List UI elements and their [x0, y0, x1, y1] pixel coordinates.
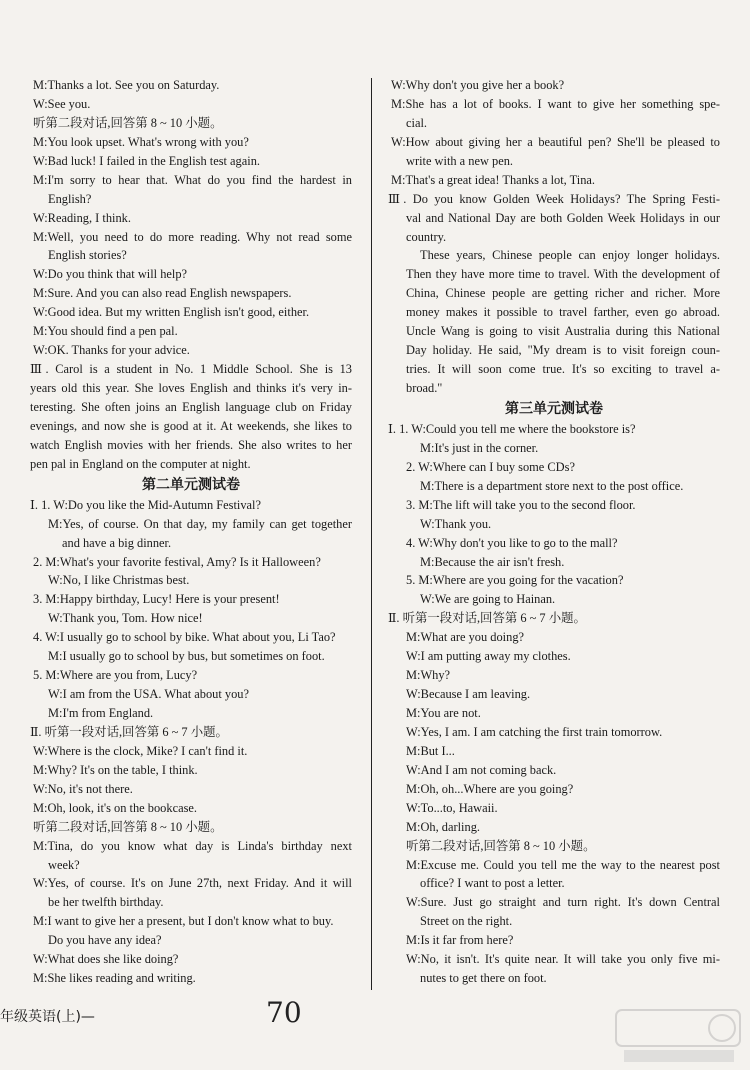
text-line: M:I'm from England. [48, 706, 154, 720]
text-line: M:Thanks a lot. See you on Saturday. [33, 78, 220, 92]
text-line: M:I usually go to school by bus, but sometimes on foot. [48, 649, 325, 664]
text-line: M:Is it far from here? [406, 933, 514, 948]
text-line: W:See you. [33, 96, 91, 111]
text-line: M:She likes reading and writing. [33, 971, 196, 986]
text-line: W:What does she like doing? [33, 952, 179, 967]
text-line: watch English movies with her friends. She also writes to her [30, 437, 352, 452]
text-line: M:But I... [406, 743, 455, 758]
text-line: teresting. She often joins an English language club on Friday [30, 399, 352, 414]
text-line: W:How about giving her a beautiful pen? She'll be pleased to [391, 134, 720, 149]
text-line: W:Why don't you give her a book? [391, 78, 565, 92]
text-line: W:Thank you. [420, 516, 492, 531]
text-line: Ⅲ. Carol is a student in No. 1 Middle School. She is 13 [30, 362, 352, 377]
text-line: W:No, I like Christmas best. [48, 573, 190, 588]
text-line: English? [48, 191, 92, 206]
text-line: W:Yes, of course. It's on June 27th, next Friday. And it will [33, 876, 352, 891]
text-line: W:No, it isn't. It's quite near. It will take you only five mi- [406, 952, 720, 967]
left-column [30, 76, 352, 988]
text-line: 2. W:Where can I buy some CDs? [406, 459, 575, 474]
text-line: M:Oh, look, it's on the bookcase. [33, 800, 197, 815]
text-line: W:We are going to Hainan. [420, 592, 556, 607]
text-line: W:I am putting away my clothes. [406, 649, 571, 664]
text-line: Ⅰ. 1. W:Could you tell me where the bookstore is? [388, 421, 636, 436]
text-line: broad." [406, 381, 443, 395]
text-line: country. [406, 229, 447, 244]
text-line: tries. It will soon come true. It's so exciting to travel a- [406, 362, 720, 377]
text-line: and have a big dinner. [62, 535, 172, 550]
text-line: M:There is a department store next to the post office. [420, 478, 684, 493]
text-line: 4. W:I usually go to school by bike. What about you, Li Tao? [33, 630, 336, 645]
text-line: W:Do you think that will help? [33, 267, 188, 282]
section-heading: 第二单元测试卷 [142, 476, 240, 493]
text-line: Ⅰ. 1. W:Do you like the Mid-Autumn Festival? [30, 497, 261, 512]
text-line: 4. W:Why don't you like to go to the mall? [406, 535, 618, 550]
text-line: 5. M:Where are you going for the vacation? [406, 573, 624, 588]
page-footer: 年级英语(上)— [0, 1009, 95, 1025]
text-line: nutes to get there on foot. [420, 971, 547, 986]
text-line: M:Why? It's on the table, I think. [33, 762, 198, 777]
text-line: M:Because the air isn't fresh. [420, 554, 565, 569]
text-line: M:She has a lot of books. I want to give her something spe- [391, 96, 720, 111]
page-number-handwritten: 70 [266, 996, 302, 1029]
text-line: China, Chinese people are getting richer and richer. More [406, 286, 720, 301]
text-line: M:Tina, do you know what day is Linda's birthday next [33, 838, 352, 853]
text-line: evenings, and now she is good at it. At weekends, she likes to [30, 418, 352, 433]
text-line: M:Why? [406, 668, 451, 683]
text-line: M:That's a great idea! Thanks a lot, Tina. [391, 172, 596, 187]
text-line: money makes it possible to travel farther, even go abroad. [406, 305, 720, 320]
text-line: 2. M:What's your favorite festival, Amy? Is it Halloween? [33, 554, 321, 569]
text-line: Uncle Wang is going to visit Australia during this National [406, 324, 720, 339]
text-line: W:To...to, Hawaii. [406, 800, 498, 815]
text-line: M:Oh, darling. [406, 819, 480, 834]
text-line: W:No, it's not there. [33, 781, 133, 796]
text-line: W:Where is the clock, Mike? I can't find it. [33, 743, 248, 758]
text-line: W:Sure. Just go straight and turn right. It's down Central [406, 895, 720, 910]
text-line: val and National Day are both Golden Week Holidays in our [406, 210, 720, 225]
text-line: 听第二段对话,回答第 8 ~ 10 小题。 [406, 838, 596, 853]
text-line: W:Because I am leaving. [406, 687, 531, 702]
text-line: Do you have any idea? [48, 933, 162, 948]
text-line: pen pal in England on the computer at night. [30, 456, 251, 471]
watermark-logo [614, 1006, 742, 1066]
text-line: Street on the right. [420, 914, 513, 929]
text-line: M:You are not. [406, 706, 481, 720]
text-line: 3. M:The lift will take you to the second floor. [406, 497, 636, 512]
text-line: M:Yes, of course. On that day, my family can get together [48, 516, 352, 531]
text-line: M:Well, you need to do more reading. Why not read some [33, 229, 352, 244]
text-line: week? [48, 857, 80, 872]
text-line: M:You should find a pen pal. [33, 324, 178, 339]
text-line: W:Thank you, Tom. How nice! [48, 611, 203, 626]
text-line: M:What are you doing? [406, 630, 525, 645]
text-line: years old this year. She loves English and thinks it's very in- [30, 381, 352, 395]
text-line: write with a new pen. [406, 153, 514, 168]
text-line: 3. M:Happy birthday, Lucy! Here is your present! [33, 592, 280, 607]
text-line: English stories? [48, 248, 127, 263]
text-line: W:Good idea. But my written English isn't good, either. [33, 305, 310, 320]
section-heading: 第三单元测试卷 [505, 400, 603, 417]
text-line: M:You look upset. What's wrong with you? [33, 134, 249, 149]
text-line: Ⅱ. 听第一段对话,回答第 6 ~ 7 小题。 [30, 724, 228, 739]
column-divider [371, 78, 372, 990]
text-line: W:I am from the USA. What about you? [48, 687, 249, 702]
text-line: Then they have more time to travel. With the development of [406, 267, 720, 282]
text-line: 听第二段对话,回答第 8 ~ 10 小题。 [33, 115, 223, 130]
text-line: Ⅱ. 听第一段对话,回答第 6 ~ 7 小题。 [388, 611, 586, 626]
text-line: M:It's just in the corner. [420, 440, 539, 455]
text-line: M:I'm sorry to hear that. What do you find the hardest in [33, 172, 352, 187]
text-line: M:Excuse me. Could you tell me the way to the nearest post [406, 857, 720, 872]
text-line: W:Reading, I think. [33, 210, 131, 225]
text-line: M:I want to give her a present, but I don't know what to buy. [33, 914, 334, 929]
text-line: W:Yes, I am. I am catching the first train tomorrow. [406, 724, 663, 739]
text-line: 5. M:Where are you from, Lucy? [33, 668, 198, 683]
text-line: These years, Chinese people can enjoy longer holidays. [420, 248, 720, 263]
right-column [388, 76, 720, 988]
text-line: Day holiday. He said, "My dream is to visit foreign coun- [406, 343, 720, 358]
text-line: M:Oh, oh...Where are you going? [406, 781, 574, 796]
text-line: M:Sure. And you can also read English newspapers. [33, 286, 292, 301]
text-line: 听第二段对话,回答第 8 ~ 10 小题。 [33, 819, 223, 834]
text-line: Ⅲ. Do you know Golden Week Holidays? The Spring Festi- [388, 191, 720, 206]
text-line: office? I want to post a letter. [420, 876, 565, 891]
text-line: be her twelfth birthday. [48, 895, 164, 910]
text-line: W:Bad luck! I failed in the English test again. [33, 153, 260, 168]
text-line: W:And I am not coming back. [406, 762, 557, 777]
text-line: cial. [406, 115, 427, 130]
text-line: W:OK. Thanks for your advice. [33, 343, 190, 358]
